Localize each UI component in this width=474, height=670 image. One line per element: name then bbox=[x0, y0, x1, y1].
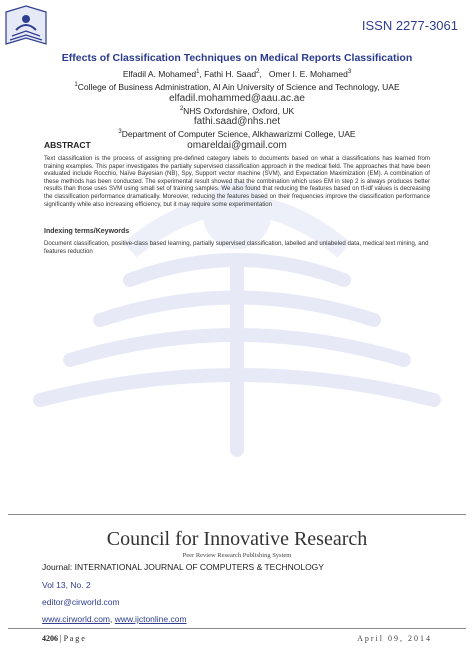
author-3: Omer I. E. Mohamed bbox=[268, 68, 348, 79]
email-3[interactable]: omareldai@gmail.com bbox=[187, 140, 287, 152]
keywords-text: Document classification, positive-class based learning, partially supervised classification, labelled and unlabeled data, medical text mining, and features reduction bbox=[44, 240, 429, 255]
page-number-value: 4206 bbox=[42, 634, 58, 643]
footer-divider bbox=[8, 514, 466, 515]
affiliation-2: $^2$NHS Oxfordshire, Oxford, UK bbox=[179, 105, 295, 116]
website-links bbox=[42, 614, 187, 624]
keywords-heading: Indexing terms/Keywords bbox=[44, 228, 130, 235]
issn-label: ISSN 2277-3061 bbox=[361, 18, 458, 33]
page-footer-divider bbox=[8, 628, 466, 629]
affiliation-1: $^1$College of Business Administration, Al Ain University of Science and Technology, UAE bbox=[74, 81, 400, 92]
cirworld-link[interactable]: www.cirworld.com bbox=[42, 614, 111, 624]
author-line: Elfadil A. Mohamed$^1$, Fathi H. Saad$^2$, Omer I. E. Mohamed$^3$ bbox=[122, 68, 352, 79]
publication-date: April 09, 2014 bbox=[357, 634, 432, 643]
abstract-heading: ABSTRACT bbox=[44, 140, 91, 150]
author-block bbox=[0, 67, 474, 151]
affiliation-3: $^3$Department of Computer Science, Alkhawarizmi College, UAE bbox=[118, 129, 356, 140]
page-number bbox=[42, 634, 85, 643]
page-label: | P a g e bbox=[58, 634, 85, 643]
peer-review-label: Peer Review Research Publishing System bbox=[182, 552, 292, 559]
email-2[interactable]: fathi.saad@nhs.net bbox=[193, 116, 281, 128]
header-band bbox=[0, 0, 474, 48]
author-2: Fathi H. Saad bbox=[204, 68, 257, 79]
ijctonline-link[interactable]: www.ijctonline.com bbox=[114, 614, 187, 624]
journal-name: Journal: INTERNATIONAL JOURNAL OF COMPUTERS & TECHNOLOGY bbox=[42, 562, 324, 572]
author-1: Elfadil A. Mohamed bbox=[122, 68, 197, 79]
abstract-text: Text classification is the process of assigning pre-defined category labels to documents based on what a classifications has learned from training examples. This paper investigates the partially supervised classification approach in the medical field. The approaches that have been evaluated include Rocchio, Naïve Bayesian (NB), Spy, Support vector machine (SVM), and Expectation Maximization (EM). A combination of these methods has been conducted. The experimental result showed that the combination which uses EM in step 2 is always produces better results than those uses SVM using small set of training samples. We also found that reducing the features based on tf-idf values is decreasing the classification performance dramatically. Moreover, reducing the features based on their frequencies improve the classification performance significantly while also increasing efficiency, but it may require some experimentation bbox=[44, 155, 430, 208]
volume-label: Vol 13, No. 2 bbox=[42, 580, 91, 590]
editor-email-link[interactable]: editor@cirworld.com bbox=[42, 597, 120, 607]
email-1[interactable]: elfadil.mohammed@aau.ac.ae bbox=[169, 92, 305, 104]
paper-title: Effects of Classification Techniques on Medical Reports Classification bbox=[61, 52, 413, 64]
link-separator: , bbox=[110, 614, 115, 624]
council-title: Council for Innovative Research bbox=[106, 528, 368, 550]
journal-logo-icon bbox=[2, 2, 50, 50]
